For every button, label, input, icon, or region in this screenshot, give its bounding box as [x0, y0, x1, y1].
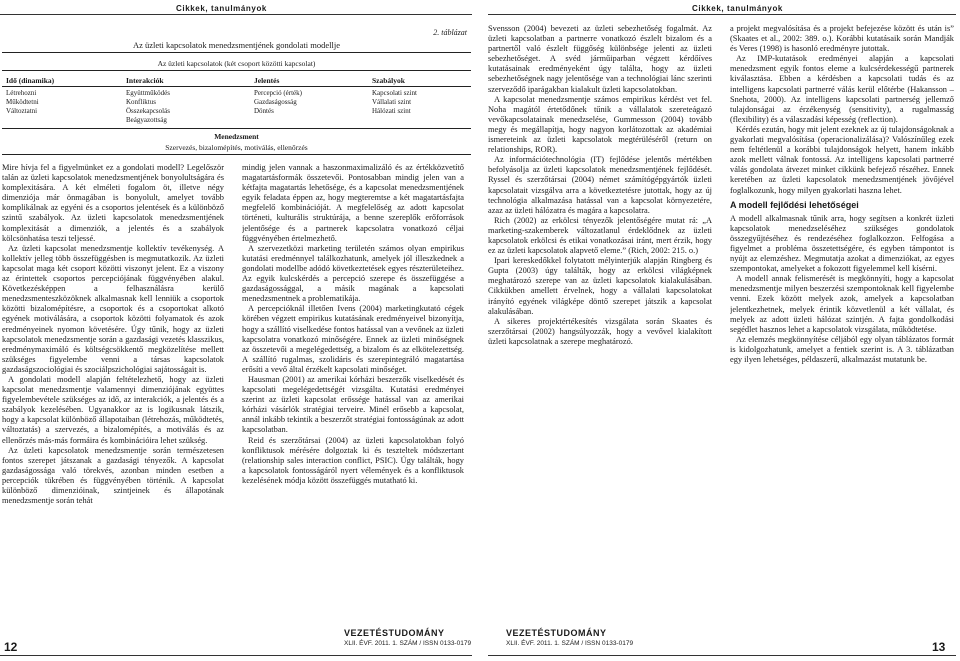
paragraph: A modell alkalmasnak tűnik arra, hogy segítsen a konkrét üzleti kapcsolatok menedzseléséhez szükséges gondolatok összegyűjtéséhez és rendezéséhez foglalkozzon. Felfogása a figyelmet a probléma összetettségére, és egyben támpontot is nyújt az elemzéshez. Megmutatja azokat a dimenziókat, az egyes szempontokat, amelyeket a fokozott figyelemmel kell kísérni. — [730, 213, 954, 274]
table-rule — [2, 52, 471, 53]
header-rule — [488, 14, 956, 15]
table-row — [2, 89, 471, 98]
paragraph: Kérdés ezután, hogy mit jelent ezeknek az új tulajdonságoknak a gyakorlati megvalósítása (operacionalizálása)? Valószínűleg ezek nem feltétlenül a korábbi tulajdonságok helyett, hanem inkább azok mellett válnak fontossá. Az intelligens kapcsolati partnerré válás gondolata átvezet minket cikkünk befejező részéhez. Ennek keretében az üzleti kapcsolatok menedzsmentjének jövőjével foglalkozunk, hogy milyen gyakorlati haszna lehet. — [730, 124, 954, 195]
paragraph: Mire hívja fel a figyelmünket ez a gondolati modell? Legelőször talán az üzleti kapcsolatok menedzsmentjének bonyolultságára és komplexitására. A két elméleti fogalom öt, illetve négy dimenziója már önmagában is bonyolult, amelyet tovább komplikálnak az egyéni és a csoportos jelentések és a különböző szintű szabályok. Az üzleti kapcsolatok menedzsmentjének komplexitását a dimenziók, a jelentés és a szabályok kölcsönhatása teszi teljessé. — [2, 163, 224, 243]
table-cell: Hálózati szint — [372, 107, 411, 115]
header-rule — [0, 14, 472, 15]
table-cell: Működtetni — [6, 98, 39, 106]
text-column-3 — [488, 24, 712, 624]
paragraph: A percepcióknál illetően Ivens (2004) marketingkutató cégek körében végzett empirikus kutatásának eredményeivel bizonyítja, hogy a szállító viselkedése fontos hatással van a vevőnek az üzleti kapcsolatra vonatkozó minőségére. Ennek az üzleti minőségnek az összetevői a megelégedettség, a bizalom és az elkötelezettség. A szállító rugalmas, szolidáris és szerepintegráló magatartása erősíti a vevő által érzékelt kapcsolati minőséget. — [242, 304, 464, 374]
table-rule — [2, 128, 471, 129]
paragraph: Ipari kereskedőkkel folytatott mélyinterjúk alapján Ringberg és Gupta (2003) úgy találták, hogy az erkölcsi világképnek meghatározó szerepe van az üzleti kapcsolatok kialakulásában. Cikkükben amellett érvelnek, hogy a vállalati kapcsolatokat irányító egyének világképe döntő szerepet játszik a kapcsolat alakulásában. — [488, 256, 712, 316]
paragraph: Rich (2002) az erkölcsi tényezők jelentőségére mutat rá: „A marketing-szakemberek változatlanul érdeklődnek az üzleti kapcsolatok erkölcsi és etikai vonatkozásai iránt, mert érzik, hogy ez az üzleti kapcsolatok alapvető eleme.” (Rich, 2002: 215. o.) — [488, 215, 712, 256]
text-column-2 — [242, 163, 464, 625]
paragraph: A kapcsolat menedzsmentje számos empirikus kérdést vet fel. Noha magától értetődőnek tűnik a vállalatok szereteágazó vevőkapcsolatainak menedzselése, Gummesson (2004) tovább megy és megállapítja, hogy nagyon korlátozottak az akadémiai ismereteink az üzleti kapcsolatok megtérüléséről (return on relationships, ROR). — [488, 94, 712, 155]
table-rule — [2, 154, 471, 155]
footer-rule — [488, 655, 956, 656]
table-subtitle: Az üzleti kapcsolatok (két csoport közötti kapcsolat) — [157, 59, 316, 68]
paragraph: Reid és szerzőtársai (2004) az üzleti kapcsolatokban folyó konfliktusok mérésére dolgoztak ki és teszteltek módszertant (relationship sales interaction conflict, PSIC). Úgy találták, hogy a kapcsolatok fontosságáról nyert vélemények és a konfliktusok kezelésének módja között összefüggés mutatható ki. — [242, 435, 464, 485]
table-row — [2, 116, 471, 125]
table-header-cell: Interakciók — [126, 76, 164, 85]
paragraph: A modell annak felismerését is megkönnyíti, hogy a kapcsolat menedzsmentje milyen beszerzési szempontoknak kell figyelembe venni. Ezek között melyek azok, amelyek a kapcsolatban jelentkezhetnek, melyek érintik közvetlenül a két vállalat, és melyek az adott üzleti hálózat szintjén. A fajta gondolkodási segédlet hasznos lehet a kapcsolatok vizsgálata, működtetése. — [730, 274, 954, 334]
table-rule — [2, 86, 471, 87]
page-number-left: 12 — [4, 640, 18, 654]
running-header-right: Cikkek, tanulmányok — [692, 4, 783, 13]
right-page — [480, 0, 960, 661]
table-cell: Percepció (érték) — [254, 89, 302, 97]
paragraph: Az üzleti kapcsolat menedzsmentje kollektív tevékenység. A kollektív jelleg több összefüggésben is megmutatkozik. Az üzleti kapcsolat maga két csoport közötti viszonyt jelent. Ez a viszony az érintettek csoportos percepciójának függvényében alakul. Következésképpen a felhasználásra kerülő menedzsmenteszközöknek alkalmasnak kell lenniük a csoportok közötti bizalomépítésre, a csoportok és a csoportokat alkotó egyének motiválására, a csoportok közötti folyamatok és azok eredményeinek nyomon követésére. Úgy tűnik, hogy az üzleti kapcsolatok menedzsmentje során a gazdasági vezetés klasszikus, eredménymaximáló és költségcsökkentő megközelítése mellett szükséges figyelembe venni a társas kapcsolatok gazdaságszociológiai és szociálpszichológiai sajátosságait is. — [2, 243, 224, 374]
paragraph: Az elemzés megkönnyítése céljából egy olyan táblázatos formát is kidolgozhatunk, amelyet a fentiek szerint is. A 3. táblázatban egy ilyen lehetséges, példaszerű, alkalmazást mutatunk be. — [730, 334, 954, 364]
text-column-4 — [730, 24, 954, 624]
paragraph: Svensson (2004) bevezeti az üzleti sebezhetőség fogalmát. Az üzleti kapcsolatban a partnerre vonatkozó észlelt bizalom és a partnertől való észlelt függőség különbsége jelenti az üzleti sebezhetőséget. A svéd járműiparban végzett kérdőíves kutatásainak eredményeként úgy találta, hogy az üzleti sebezhetőségnek nagy jelentősége van a technológiai lánc szerinti szerveződő iparágakban kialakult üzleti kapcsolatokban. — [488, 24, 712, 94]
table-header-cell: Jelentés — [254, 76, 280, 85]
paragraph: Hausman (2001) az amerikai kórházi beszerzők viselkedését és kapcsolati megelégedettségét vizsgálta. Kutatási eredményei szerint az üzleti kapcsolat erőssége hatással van az amerikai kórházi vásárlók stratégiai terveire. Minél erősebb a kapcsolat, annál inkább tekintik a beszerzőt stratégiai fontosságúnak az adott kapcsolatban. — [242, 374, 464, 435]
table-header-cell: Szabályok — [372, 76, 405, 85]
paragraph: Az üzleti kapcsolatok menedzsmentje során természetesen fontos szerepet játszanak a gazdasági tényezők. A kapcsolat gazdaságossága való törekvés, azonban minden esetben a percepciók tükrében és függvényében történik. A kapcsolat különböző dimenzióinak, szintjeinek és állapotának menedzsmentje során tehát — [2, 445, 224, 506]
table-cell: Változtatni — [6, 107, 38, 115]
table-cell: Beágyazottság — [126, 116, 167, 124]
table-row — [2, 98, 471, 107]
paragraph: A szervezetközi marketing területén számos olyan empirikus kutatási eredménnyel találkozhatunk, amelyek jól illeszkednek a gondolati modellbe adódó következtetések egyes részterületeihez. Az egyik kulcskérdés a percepció szerepe és összefüggése a gazdaságossággal, a másik magának a kapcsolati menedzsmentnek a problematikája. — [242, 243, 464, 304]
footer-right — [506, 628, 633, 647]
table-management-items: Szervezés, bizalomépítés, motiválás, ellenőrzés — [165, 143, 308, 152]
table-row — [2, 107, 471, 116]
issue-info: XLII. ÉVF. 2011. 1. SZÁM / ISSN 0133-0179 — [344, 640, 472, 647]
table-cell: Gazdaságosság — [254, 98, 297, 106]
journal-name: VEZETÉSTUDOMÁNY — [506, 628, 607, 638]
table-cell: Összekapcsolás — [126, 107, 170, 115]
table-cell: Létrehozni — [6, 89, 37, 97]
footer-left — [344, 628, 471, 647]
text-column-1 — [2, 163, 224, 625]
table-header-cell: Idő (dinamika) — [6, 76, 55, 85]
journal-name: VEZETÉSTUDOMÁNY — [344, 628, 445, 638]
footer-rule — [0, 655, 472, 656]
running-header-left: Cikkek, tanulmányok — [176, 4, 267, 13]
table-cell: Vállalati szint — [372, 98, 412, 106]
table-cell: Kapcsolati szint — [372, 89, 417, 97]
table-number: 2. táblázat — [433, 28, 467, 37]
table-title: Az üzleti kapcsolatok menedzsmentjének gondolati modellje — [132, 40, 340, 50]
issue-info: XLII. ÉVF. 2011. 1. SZÁM / ISSN 0133-0179 — [506, 640, 634, 647]
section-heading: A modell fejlődési lehetőségei — [730, 199, 859, 210]
table-cell: Együttműködés — [126, 89, 170, 97]
paragraph: Az IMP-kutatások eredményei alapján a kapcsolati menedzsment egyik fontos eleme a kulcsérdekességű partnerek kiválasztása. Ebben a kérdésben a kapcsolati tudás és az intelligens kapcsolati partnerré válás kerül előtérbe (Hakansson – Snehota, 2000). Az intelligens kapcsolati partnerség jellemző tulajdonságai az érzékenység (sensitivity), a rugalmasság (flexibility) és a válaszadási képesség (reflection). — [730, 54, 954, 124]
table-2 — [2, 28, 471, 154]
paragraph: Az információtechnológia (IT) fejlődése jelentős mértékben befolyásolja az üzleti kapcsolatok menedzsmentjének fejlődését. Ryssel és szerzőtársai (2004) német számítógépgyártók üzleti kapcsolatait vizsgálva arra a következtetésre jutottak, hogy az új technológia alkalmazása hatással van a kapcsolat környezetére, azaz az üzleti hálózatra és magára a kapcsolatra. — [488, 155, 712, 215]
page-number-right: 13 — [932, 640, 946, 654]
table-cell: Konfliktus — [126, 98, 156, 106]
paragraph: A gondolati modell alapján feltételezhető, hogy az üzleti kapcsolat menedzsmentje valamennyi dimenziójának együttes figyelembevétele szükséges az idő, az interakciók, a jelentés és a szabályok kezelésében. Ugyanakkor az is logikusnak látszik, hogy a kapcsolat különböző állapotaiban (létrehozás, működtetés, változtatás) a szervezés, a bizalomépítés, a motiválás és az ellenőrzés más-más formáira és kombinációira lehet szükség. — [2, 374, 224, 445]
table-header-row — [2, 76, 471, 86]
table-rule — [2, 70, 471, 71]
table-management: Menedzsment — [214, 132, 259, 141]
paragraph: mindig jelen vannak a haszonmaximalizáló és az értékközvetítő magatartásformák összetevői. Pontosabban mindig jelen van a kétfajta magatartás lehetősége, és a kapcsolat menedzsmentjének egyik feladata éppen az, hogy megteremtse a két magatartásfajta megfelelő kombinációját. A megfelelőség az adott kapcsolat történeti, kulturális struktúrája, a benne szereplők erőforrások jelentősége és a partnerek kapcsolatra vonatkozó céljai függvényében értelmezhető. — [242, 163, 464, 243]
table-cell: Döntés — [254, 107, 274, 115]
paragraph: A sikeres projektértékesítés vizsgálata során Skaates és szerzőtársai (2002) hangsúlyozzák, hogy a vevővel kialakított üzleti kapcsolatnak a szerepe meghatározó. — [488, 316, 712, 346]
paragraph: a projekt megvalósítása és a projekt befejezése között és után is” (Skaates et al., 2002: 389. o.). Korábbi kutatásaik során Mandják és Veres (1998) is hasonló eredményre jutottak. — [730, 24, 954, 54]
